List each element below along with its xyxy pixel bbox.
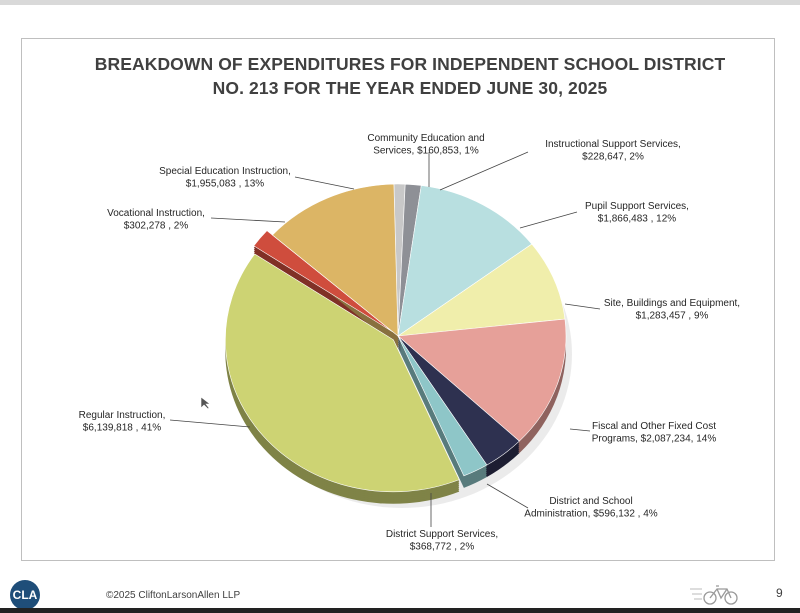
slice-label-9: Special Education Instruction, $1,955,083 , 13%: [159, 166, 291, 190]
leader-line-4: [570, 429, 590, 431]
leader-line-2: [520, 212, 577, 228]
bicycle-icon: [690, 583, 740, 605]
bottom-bar: [0, 608, 800, 613]
chart-title-line2: NO. 213 FOR THE YEAR ENDED JUNE 30, 2025: [212, 78, 608, 98]
leader-line-8: [211, 218, 285, 222]
slice-label-3: Site, Buildings and Equipment, $1,283,457 , 9%: [603, 298, 741, 322]
slice-label-4: Fiscal and Other Fixed Cost Programs, $2,087,234, 14%: [591, 421, 717, 445]
mouse-cursor-icon: [200, 396, 212, 410]
chart-title-line1: BREAKDOWN OF EXPENDITURES FOR INDEPENDENT SCHOOL DISTRICT: [94, 54, 726, 74]
slice-label-0: Community Education and Services, $160,853, 1%: [367, 133, 485, 157]
company-logo: CLA: [10, 580, 40, 610]
leader-line-1: [440, 152, 528, 190]
page-number: 9: [776, 586, 783, 600]
slice-label-1: Instructional Support Services, $228,647, 2%: [545, 139, 681, 163]
slice-label-2: Pupil Support Services, $1,866,483 , 12%: [585, 201, 689, 225]
slice-label-7: Regular Instruction, $6,139,818 , 41%: [78, 410, 166, 434]
slice-label-6: District Support Services, $368,772 , 2%: [385, 529, 499, 553]
leader-line-9: [295, 177, 354, 189]
leader-line-3: [565, 304, 600, 309]
copyright-text: ©2025 CliftonLarsonAllen LLP: [106, 590, 241, 601]
slice-label-8: Vocational Instruction, $302,278 , 2%: [107, 208, 205, 232]
slice-label-5: District and School Administration, $596,132 , 4%: [524, 496, 658, 520]
leader-line-5: [487, 484, 528, 508]
leader-line-7: [170, 420, 250, 427]
